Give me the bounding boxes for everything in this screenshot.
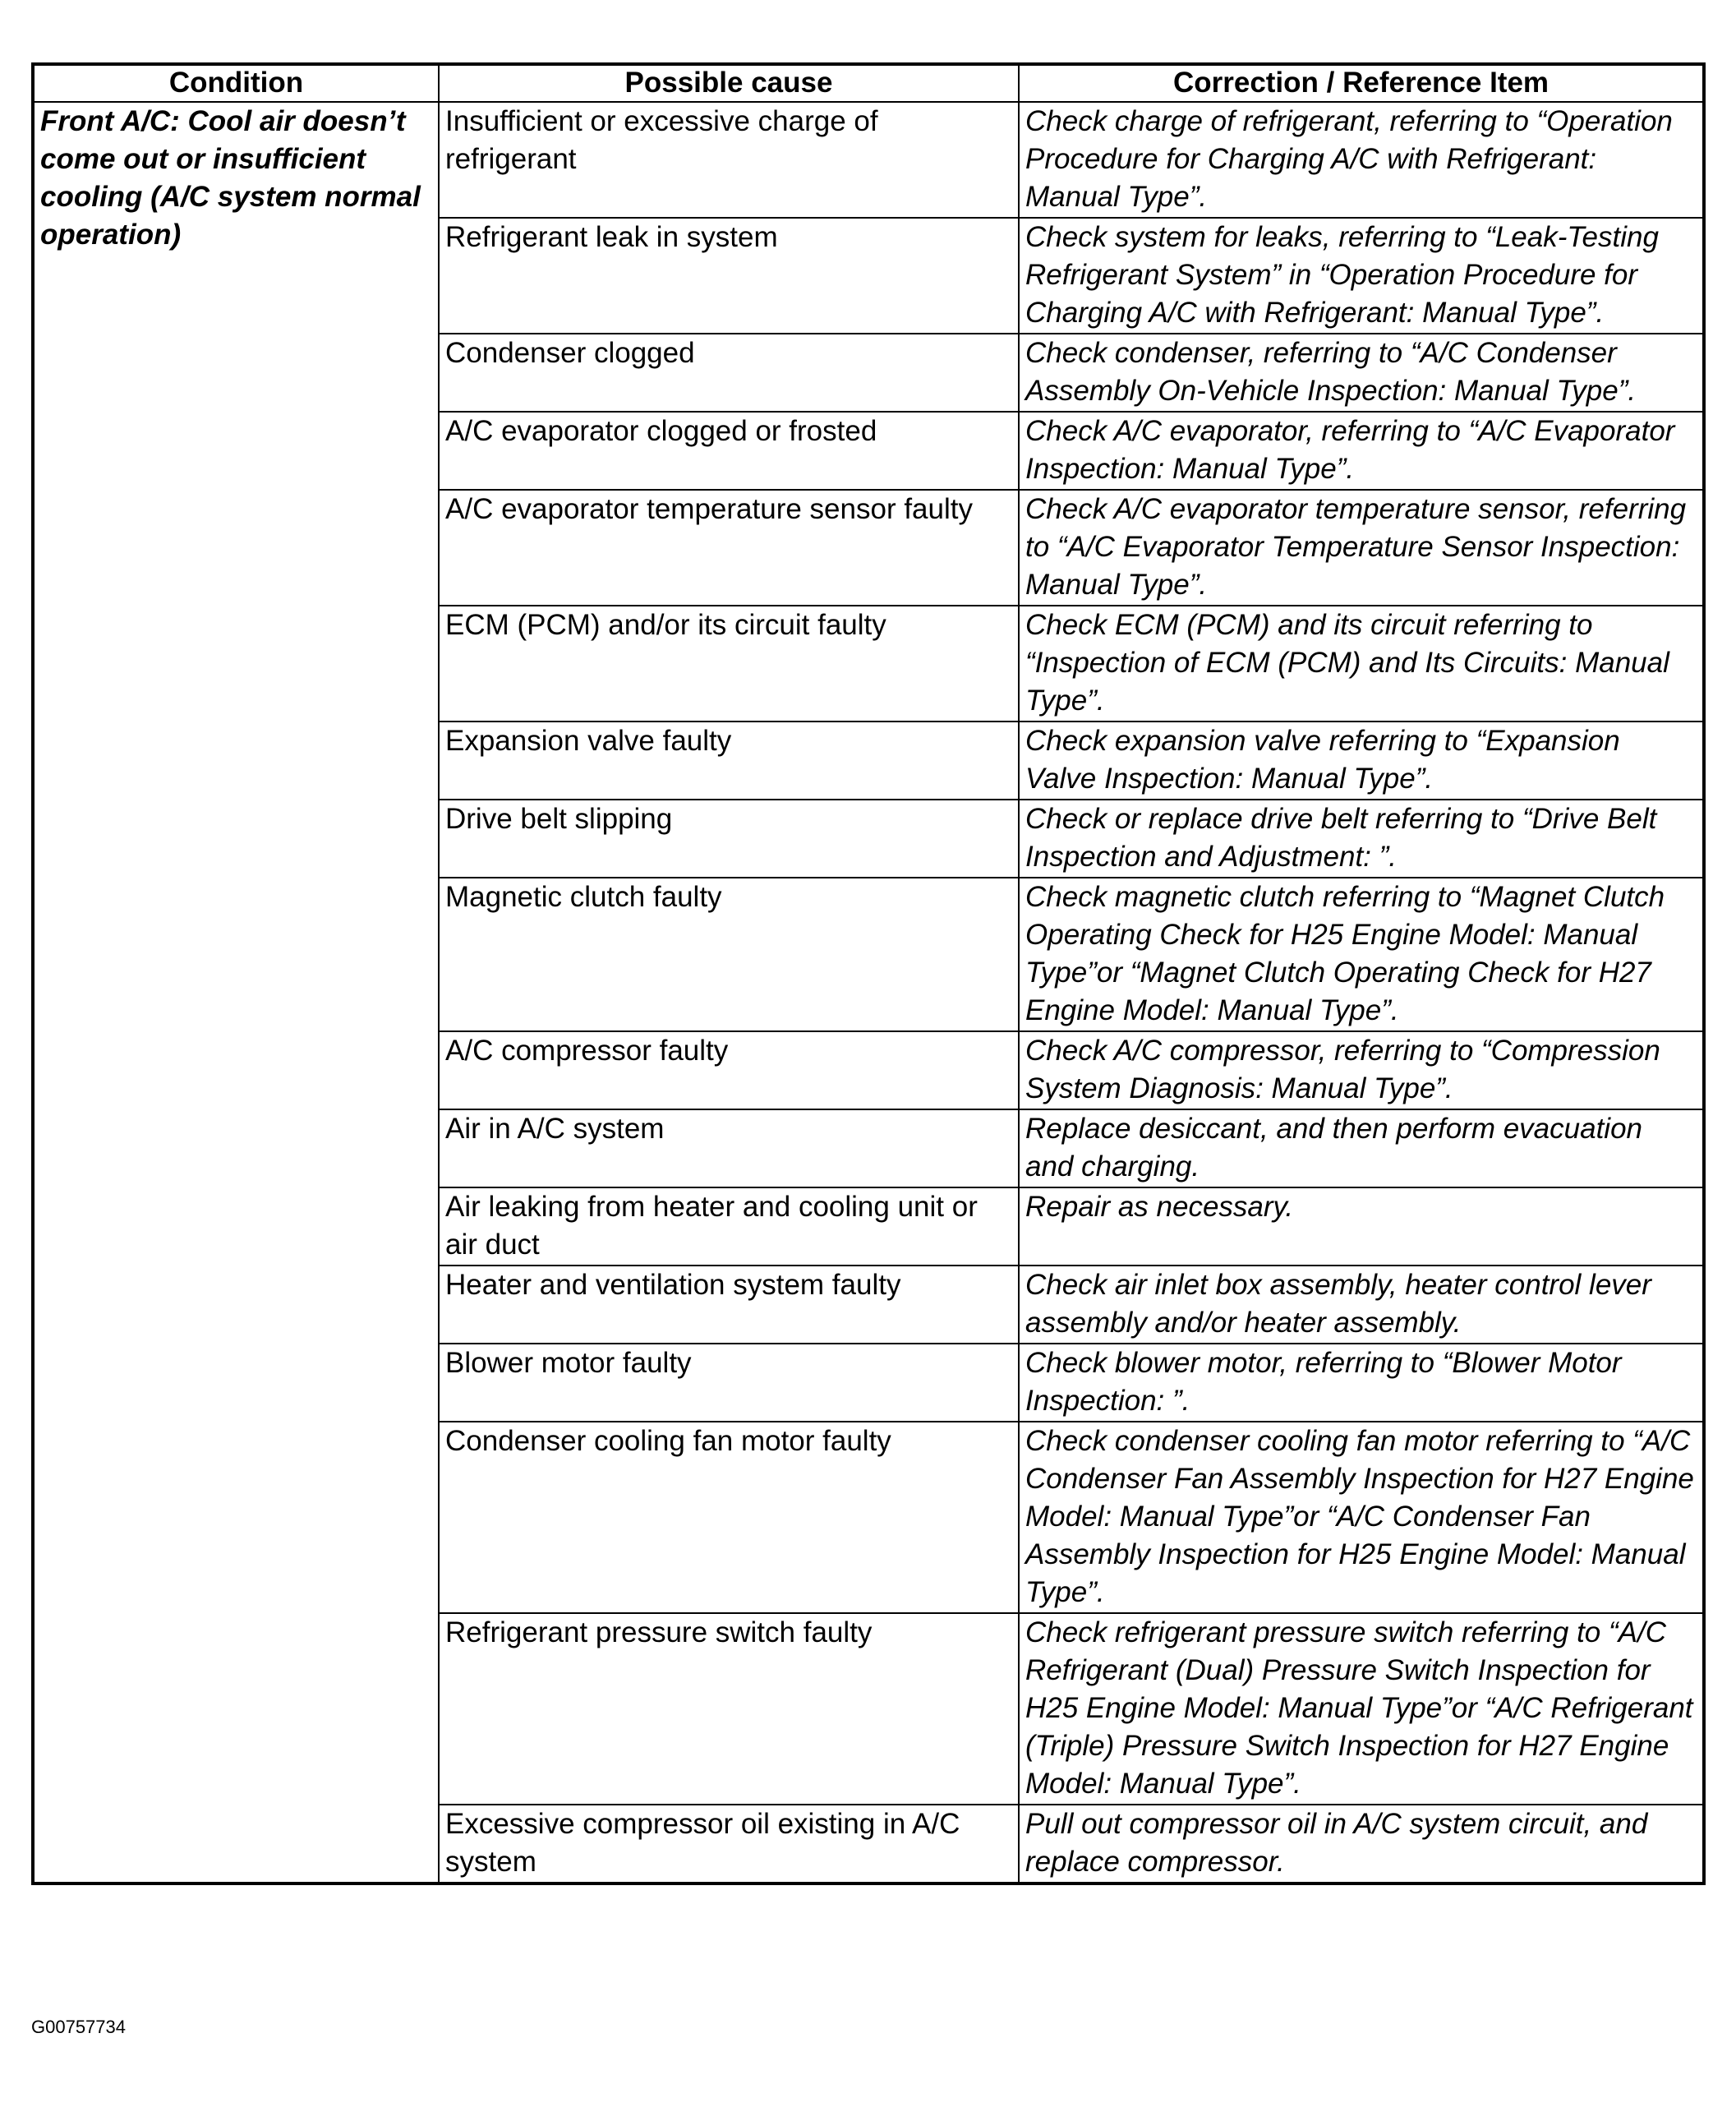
correction-cell: Pull out compressor oil in A/C system circuit, and replace compressor. [1019,1805,1704,1883]
condition-cell: Front A/C: Cool air doesn’t come out or insufficient cooling (A/C system normal operation) [33,102,439,1883]
header-condition: Condition [33,64,439,102]
correction-cell: Check or replace drive belt referring to “Drive Belt Inspection and Adjustment: ”. [1019,800,1704,878]
header-correction: Correction / Reference Item [1019,64,1704,102]
correction-cell: Check A/C evaporator, referring to “A/C Evaporator Inspection: Manual Type”. [1019,412,1704,490]
correction-cell: Check expansion valve referring to “Expansion Valve Inspection: Manual Type”. [1019,722,1704,800]
possible-cause-cell: A/C compressor faulty [439,1031,1019,1109]
figure-id: G00757734 [31,2017,126,2037]
correction-cell: Check A/C evaporator temperature sensor, referring to “A/C Evaporator Temperature Sensor Inspection: Manual Type”. [1019,490,1704,606]
possible-cause-cell: Condenser clogged [439,334,1019,412]
header-possible-cause: Possible cause [439,64,1019,102]
possible-cause-cell: ECM (PCM) and/or its circuit faulty [439,606,1019,722]
correction-cell: Repair as necessary. [1019,1187,1704,1266]
possible-cause-cell: Refrigerant pressure switch faulty [439,1613,1019,1805]
possible-cause-cell: Drive belt slipping [439,800,1019,878]
correction-cell: Check condenser, referring to “A/C Condenser Assembly On-Vehicle Inspection: Manual Type”. [1019,334,1704,412]
possible-cause-cell: A/C evaporator clogged or frosted [439,412,1019,490]
correction-cell: Check air inlet box assembly, heater control lever assembly and/or heater assembly. [1019,1266,1704,1344]
table-body [33,102,1704,1883]
correction-cell: Check blower motor, referring to “Blower Motor Inspection: ”. [1019,1344,1704,1422]
correction-cell: Check A/C compressor, referring to “Compression System Diagnosis: Manual Type”. [1019,1031,1704,1109]
correction-cell: Replace desiccant, and then perform evacuation and charging. [1019,1109,1704,1187]
possible-cause-cell: Expansion valve faulty [439,722,1019,800]
possible-cause-cell: Refrigerant leak in system [439,218,1019,334]
header-row [33,64,1704,102]
possible-cause-cell: Air leaking from heater and cooling unit or air duct [439,1187,1019,1266]
possible-cause-cell: Air in A/C system [439,1109,1019,1187]
possible-cause-cell: A/C evaporator temperature sensor faulty [439,490,1019,606]
table-header [33,64,1704,102]
correction-cell: Check condenser cooling fan motor referring to “A/C Condenser Fan Assembly Inspection for H27 Engine Model: Manual Type”or “A/C Condenser Fan Assembly Inspection for H25 Engine Model: Manual Type”. [1019,1422,1704,1613]
possible-cause-cell: Heater and ventilation system faulty [439,1266,1019,1344]
correction-cell: Check magnetic clutch referring to “Magnet Clutch Operating Check for H25 Engine Model: Manual Type”or “Magnet Clutch Operating Check for H27 Engine Model: Manual Type”. [1019,878,1704,1031]
correction-cell: Check system for leaks, referring to “Leak-Testing Refrigerant System” in “Operation Procedure for Charging A/C with Refrigerant: Manual Type”. [1019,218,1704,334]
possible-cause-cell: Magnetic clutch faulty [439,878,1019,1031]
correction-cell: Check charge of refrigerant, referring to “Operation Procedure for Charging A/C with Refrigerant: Manual Type”. [1019,102,1704,218]
correction-cell: Check ECM (PCM) and its circuit referring to “Inspection of ECM (PCM) and Its Circuits: Manual Type”. [1019,606,1704,722]
diagnosis-table [31,62,1706,1885]
possible-cause-cell: Excessive compressor oil existing in A/C system [439,1805,1019,1883]
possible-cause-cell: Condenser cooling fan motor faulty [439,1422,1019,1613]
possible-cause-cell: Insufficient or excessive charge of refrigerant [439,102,1019,218]
possible-cause-cell: Blower motor faulty [439,1344,1019,1422]
correction-cell: Check refrigerant pressure switch referring to “A/C Refrigerant (Dual) Pressure Switch Inspection for H25 Engine Model: Manual Type”or “A/C Refrigerant (Triple) Pressure Switch Inspection for H27 Engine Model: Manual Type”. [1019,1613,1704,1805]
table-row [33,102,1704,218]
